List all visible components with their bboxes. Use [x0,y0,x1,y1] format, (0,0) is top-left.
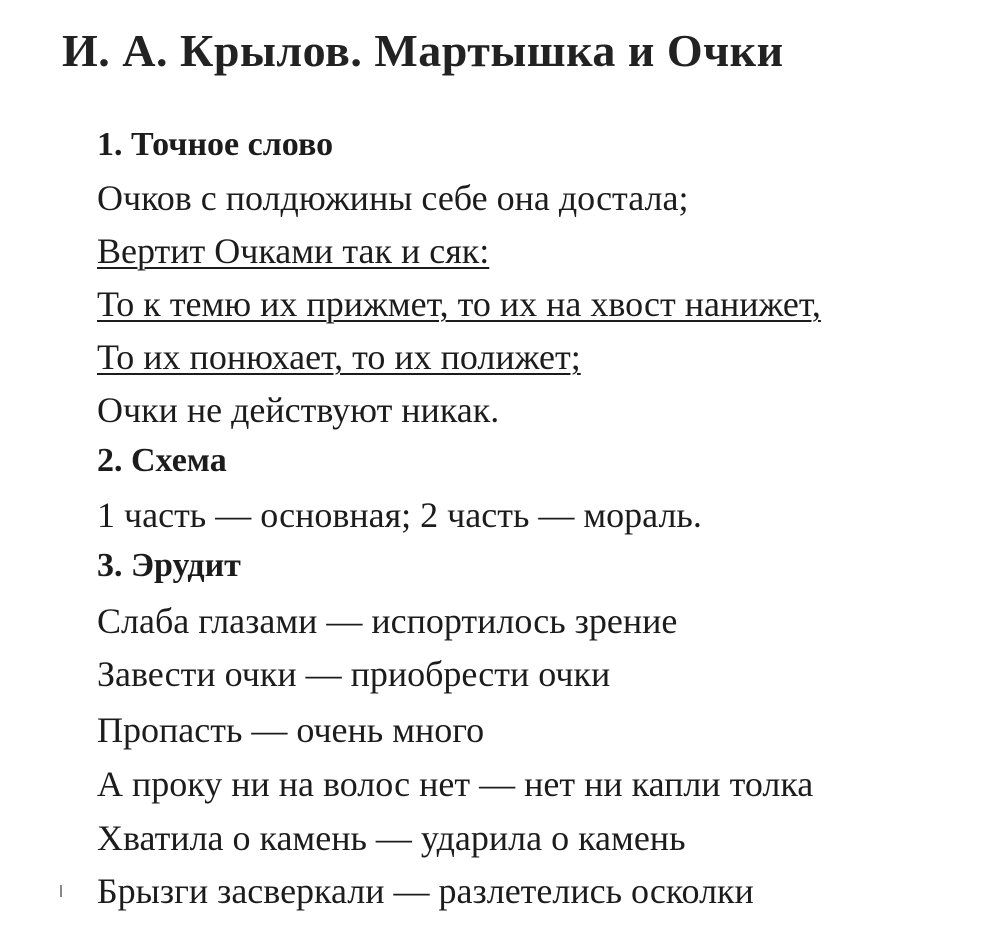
vocab-line-3: Пропасть — очень много [97,710,485,750]
vocab-line-4: А проку ни на волос нет — нет ни капли толка [97,764,814,804]
vocab-line-6: Брызги засверкали — разлетелись осколки [97,871,754,911]
page-title: И. А. Крылов. Мартышка и Очки [62,25,784,76]
poem-line-2: Вертит Очками так и сяк: [97,231,490,271]
section-3-heading: 3. Эрудит [97,547,241,584]
vocab-line-5: Хватила о камень — ударила о камень [97,818,686,858]
poem-line-1: Очков с полдюжины себе она достала; [97,178,689,218]
section-1-heading: 1. Точное слово [97,126,334,163]
section-2-heading: 2. Схема [97,442,227,479]
vocab-line-2: Завести очки — приобрести очки [97,654,611,694]
poem-line-4: То их понюхает, то их полижет; [97,337,581,377]
scan-mark [60,885,62,897]
poem-line-3: То к темю их прижмет, то их на хвост нанижет, [97,284,821,324]
vocab-line-1: Слаба глазами — испортилось зрение [97,601,678,641]
scheme-text: 1 часть — основная; 2 часть — мораль. [97,495,702,535]
poem-line-5: Очки не действуют никак. [97,390,500,430]
